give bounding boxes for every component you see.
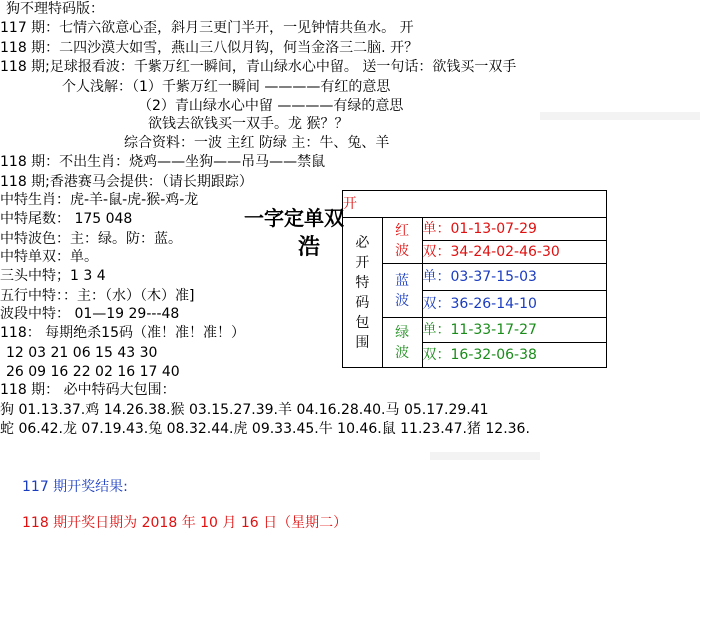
wave-label-red: 红波 [382,218,422,264]
line-personal-explain-1: 个人浅解：（1）千紫万红一瞬间 ————有红的意思 [62,79,391,95]
page-header: 狗不理特码版： [6,1,104,17]
line-kill-row-2: 26 09 16 22 02 16 17 40 [6,364,180,380]
table-row: 单：11-33-17-27 [422,318,607,343]
stamp-hao: 浩 [298,234,321,260]
wave-label-blue: 蓝波 [382,264,422,318]
table-row: 单：03-37-15-03 [422,264,607,291]
line-zodiac: 中特生肖：虎-羊-鼠-虎-猴-鸡-龙 [0,192,199,208]
must-hit-table [342,190,607,368]
line-kill-15: 118： 每期绝杀15码（准！准！准！） [0,325,245,341]
line-118-football: 118 期;足球报看波：千紫万红一瞬间，青山绿水心中留。 送一句话：欲钱买一双手 [0,59,517,75]
line-wave-band: 波段中特： 01—19 29---48 [0,306,180,322]
faint-stripe [540,112,700,120]
line-117-riddle: 117 期：七情六欲意心歪，斜月三更门半开，一见钟情共鱼水。 开 [0,20,414,36]
line-wave-color: 中特波色：主：绿。防：蓝。 [0,231,182,247]
line-not-zodiac: 118 期：不出生肖：烧鸡——坐狗——吊马——禁鼠 [0,154,326,170]
line-personal-explain-2: （2）青山绿水心中留 ————有绿的意思 [138,98,404,114]
table-row: 单：01-13-07-29 [422,218,607,241]
table-side-label: 必开特码包围 [343,218,383,368]
line-must-hit: 118 期： 必中特码大包围： [0,382,176,398]
table-row: 双：34-24-02-46-30 [422,241,607,264]
wave-label-green: 绿波 [382,318,422,368]
line-118-riddle: 118 期：二四沙漠大如雪，燕山三八似月钩，何当金洛三二脑. 开？ [0,40,419,56]
line-summary: 综合资料：一波 主红 防绿 主：牛、兔、羊 [124,135,390,151]
result-117-label: 117 期开奖结果: [22,479,128,495]
table-top-cell: 开 [343,191,607,218]
table-row: 双：36-26-14-10 [422,291,607,318]
line-money-hands: 欲钱去欲钱买一双手。龙 猴？？ [148,116,349,132]
line-kill-row-1: 12 03 21 06 15 43 30 [6,345,158,361]
line-hk-source: 118 期;香港赛马会提供：（请长期跟踪） [0,174,253,190]
line-zodiac-numbers-2: 蛇 06.42.龙 07.19.43.兔 08.32.44.虎 09.33.45.牛 10.46.鼠 11.23.47.猪 12.36. [0,421,530,437]
line-tail-numbers: 中特尾数： 175 048 [0,211,133,227]
line-odd-even: 中特单双：单。 [0,249,98,265]
table-row: 双：16-32-06-38 [422,343,607,368]
faint-stripe [430,452,540,460]
draw-date-118: 118 期开奖日期为 2018 年 10 月 16 日（星期二） [22,515,348,531]
line-five-elements: 五行中特：：主：（水）（木）准] [0,288,195,304]
stamp-odd-even: 一字定单双 [244,206,344,230]
line-three-heads: 三头中特；1 3 4 [0,268,106,284]
line-zodiac-numbers-1: 狗 01.13.37.鸡 14.26.38.猴 03.15.27.39.羊 04.16.28.40.马 05.17.29.41 [0,402,489,418]
